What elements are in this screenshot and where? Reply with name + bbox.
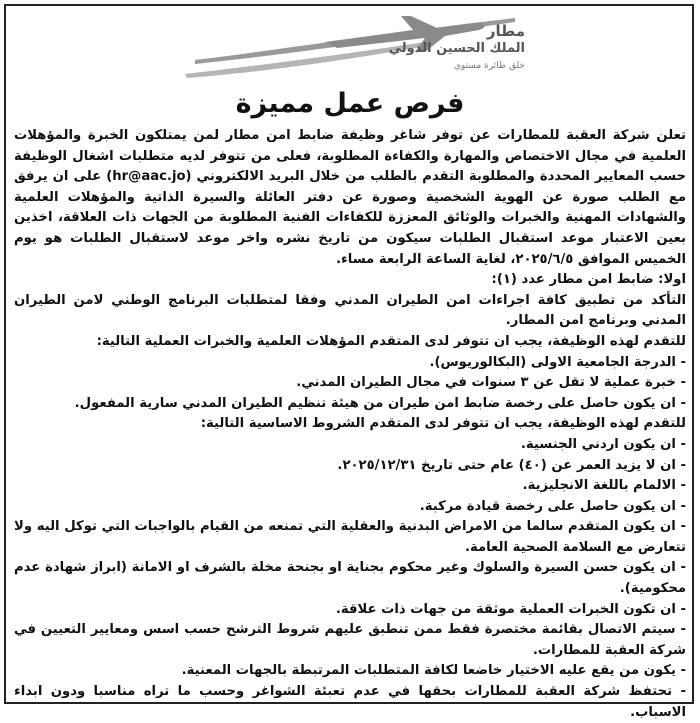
list-item: - خبرة عملية لا تقل عن ٣ سنوات في مجال الطيران المدني. <box>296 375 686 391</box>
list-item: - ان يكون حاصل على رخصة ضابط امن طيران من هيئة تنظيم الطيران المدني سارية المفعول. <box>74 395 686 411</box>
list-item: - ان يكون المتقدم سالما من الامراض البدنية والعقلية التي تمنعه من القيام بالواجبات التي توكل اليه ولا تتعارض مع السلامة الصحية العامة. <box>14 519 686 555</box>
conditions-list <box>14 435 686 723</box>
qualifications-heading: للتقدم لهذه الوظيفة، يجب ان تتوفر لدى المتقدم المؤهلات العلمية والخبرات العملية التالية: <box>96 333 686 349</box>
list-item: - ان تكون الخبرات العملية موثقة من جهات ذات علاقة. <box>335 601 686 617</box>
logo-line-1: مطار <box>486 22 525 40</box>
ad-body <box>14 126 686 723</box>
list-item: - يكون من يقع عليه الاختيار خاضعا لكافة المتطلبات المرتبطة بالجهات المعنية. <box>181 663 686 679</box>
airport-logo <box>175 12 525 94</box>
logo-line-2: الملك الحسين الدولي <box>388 41 525 56</box>
list-item: - سيتم الاتصال بقائمة مختصرة فقط ممن تنطبق عليهم شروط الترشح حسب اسس ومعايير التعيين في شركة العقبة للمطارات. <box>14 622 686 658</box>
conditions-heading: للتقدم لهذه الوظيفة، يجب ان تتوفر لدى المتقدم الشروط الاساسية التالية: <box>200 416 686 432</box>
list-item: - ان يكون اردني الجنسية. <box>520 436 686 452</box>
section-description: التأكد من تطبيق كافة اجراءات امن الطيران المدني وفقا لمتطلبات البرنامج الوطني لامن الطيران المدني وبرنامج امن المطار. <box>14 292 686 329</box>
list-item: - ان يكون حاصل على رخصة قيادة مركبة. <box>419 498 686 514</box>
list-item: - تحتفظ شركة العقبة للمطارات بحقها في عدم تعبئة الشواغر وحسب ما تراه مناسبا ودون ابداء الاسباب. <box>14 684 686 720</box>
list-item: - الالمام باللغة الانجليزية. <box>522 478 686 494</box>
logo-tagline: خلق طائرة مستوي <box>453 61 525 71</box>
list-item: - ان لا يزيد العمر عن (٤٠) عام حتى تاريخ ٢٠٢٥/١٢/٣١. <box>337 457 686 473</box>
list-item: - الدرجة الجامعية الاولى (البكالوريوس). <box>429 354 686 370</box>
ad-title: فرص عمل مميزة <box>235 88 465 119</box>
qualifications-list <box>14 353 686 415</box>
section-heading: اولا: ضابط امن مطار عدد (١): <box>491 272 686 288</box>
intro-paragraph: تعلن شركة العقبة للمطارات عن توفر شاغر وظيفة ضابط امن مطار لمن يمتلكون الخبرة والمؤهلات العلمية في مجال الاختصاص والمهارة والكفاءة المطلوبة، فعلى من تتوفر لديه متطلبات اشغال الوظيفة حسب المعايير المحددة والمطلوبة التقدم بالطلب من خلال البريد الالكتروني (hr@aac.jo) على ان يرفق مع الطلب صورة عن الهوية الشخصية وصورة عن دفتر العائلة والسيرة الذاتية والمؤهلات العلمية والشهادات المهنية والخبرات والوثائق المعززة للكفاءات الفنية المطلوبة من الجهات ذات العلاقة، اخذين بعين الاعتبار موعد استقبال الطلبات سيكون من تاريخ نشره واخر موعد لاستقبال الطلبات هو يوم الخميس الموافق ٢٠٢٥/٦/٥، لغاية الساعة الرابعة مساء. <box>14 128 686 267</box>
list-item: - ان يكون حسن السيرة والسلوك وغير محكوم بجناية او بجنحة مخلة بالشرف او الامانة (ابراز شهادة عدم محكومية). <box>14 560 686 597</box>
